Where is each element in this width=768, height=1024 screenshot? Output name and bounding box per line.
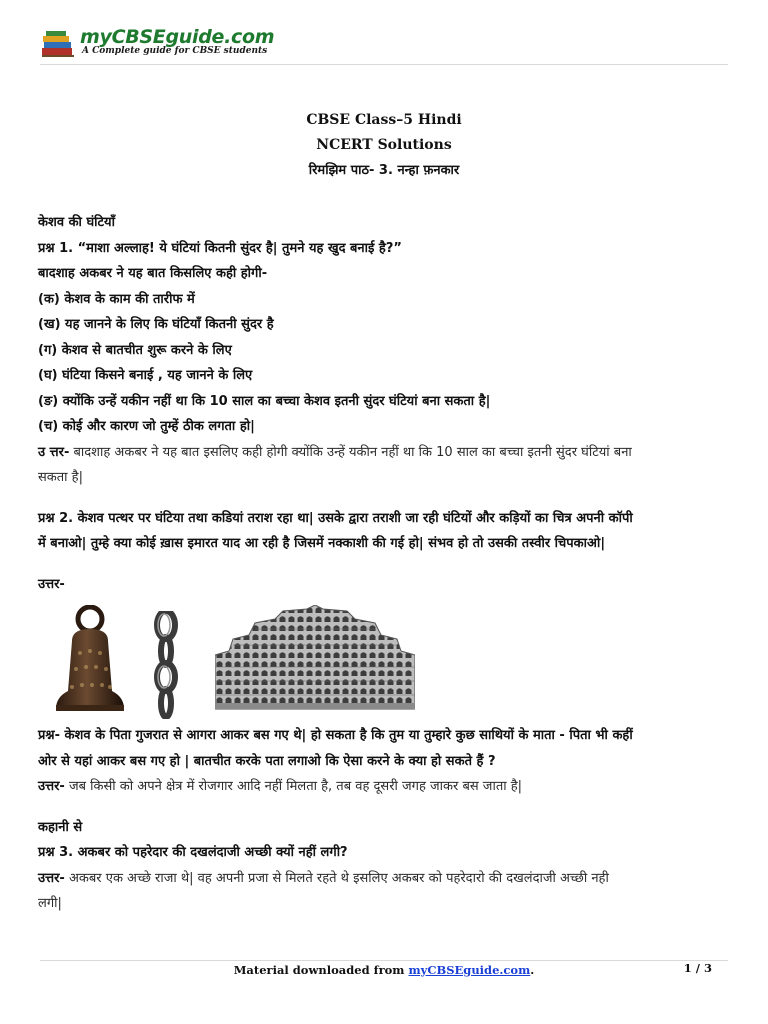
answer-label: उ त्तर- (38, 444, 70, 460)
bell-image (50, 605, 130, 719)
question-3a: प्रश्न- केशव के पिता गुजरात से आगरा आकर बस गए थे| हो सकता है कि तुम या तुम्हारे कुछ साथियों के माता - पिता भी कहीं (38, 728, 633, 743)
title-class: CBSE Class–5 Hindi (306, 112, 462, 128)
answer-1 (38, 440, 730, 466)
footer-divider (40, 960, 728, 961)
footer-link[interactable]: myCBSEguide.com (408, 963, 531, 977)
answer-3-cont: लगी| (38, 896, 62, 911)
logo-tagline: A Complete guide for CBSE students (82, 46, 268, 56)
title-subject: NCERT Solutions (316, 137, 452, 153)
option-kha: (ख) यह जानने के लिए कि घंटियाँ कितनी सुंदर है (38, 317, 274, 332)
question-3: प्रश्न 3. अकबर को पहरेदार की दखलंदाजी अच्छी क्यों नहीं लगी? (38, 845, 348, 860)
document-titles (0, 108, 768, 183)
answer-3a (38, 774, 730, 800)
chain-image (146, 611, 186, 719)
answer-text: जब किसी को अपने क्षेत्र में रोजगार आदि नहीं मिलता है, तब वह दूसरी जगह जाकर बस जाता है| (64, 779, 523, 794)
books-logo-icon (40, 30, 76, 58)
option-ga: (ग) केशव से बातचीत शुरू करने के लिए (38, 342, 232, 358)
hawa-mahal-image (215, 605, 415, 711)
section-heading: कहानी से (38, 819, 83, 835)
question-2: प्रश्न 2. केशव पत्थर पर घंटिया तथा कडियां तराश रहा था| उसके द्वारा तराशी जा रही घंटियों और कड़ियों का चित्र अपनी कॉपी (38, 510, 633, 526)
option-gha: (घ) घंटिया किसने बनाई , यह जानने के लिए (38, 368, 253, 383)
answer-2-label: उत्तर- (38, 576, 65, 592)
answer-label: उत्तर- (38, 779, 65, 794)
title-chapter: रिमझिम पाठ- 3. नन्हा फ़नकार (308, 163, 460, 178)
document-body (38, 210, 730, 917)
question-1: प्रश्न 1. “माशा अल्लाह! ये घंटियां कितनी सुंदर है| तुमने यह खुद बनाई है?” (38, 240, 402, 256)
option-cha: (च) कोई और कारण जो तुम्हें ठीक लगता हो| (38, 419, 255, 434)
answer-label: उत्तर- (38, 870, 65, 886)
footer-note (0, 963, 768, 977)
answer-1-cont: सकता है| (38, 470, 83, 485)
logo-wordmark (80, 26, 274, 48)
answer-3 (38, 866, 730, 892)
footer-suffix: . (530, 963, 535, 977)
answer-2-images (38, 601, 730, 723)
logo-my: my (80, 26, 112, 48)
site-logo[interactable] (40, 26, 275, 60)
question-2-cont: में बनाओ| तुम्हे क्या कोई ख़ास इमारत याद आ रही है जिसमें नक्काशी की गई हो| संभव हो तो उसकी तस्वीर चिपकाओ| (38, 536, 606, 551)
question-3a-cont: ओर से यहां आकर बस गए हो | बातचीत करके पता लगाओ कि ऐसा करने के क्या हो सकते हैं ? (38, 753, 496, 769)
section-heading: केशव की घंटियाँ (38, 215, 115, 230)
answer-text: बादशाह अकबर ने यह बात इसलिए कही होगी क्योंकि उन्हें यकीन नहीं था कि 10 साल का बच्चा इतनी सुंदर घंटियां बना (69, 444, 632, 460)
page-number: 1 / 3 (683, 961, 712, 975)
question-1-sub: बादशाह अकबर ने यह बात किसलिए कही होगी- (38, 266, 268, 281)
footer-prefix: Material downloaded from (233, 963, 409, 977)
option-ka: (क) केशव के काम की तारीफ में (38, 291, 195, 307)
logo-guide: guide.com (165, 26, 275, 48)
logo-cbse: CBSE (111, 26, 166, 48)
header-divider (40, 64, 728, 65)
option-nga: (ङ) क्योंकि उन्हें यकीन नहीं था कि 10 साल का बच्चा केशव इतनी सुंदर घंटियां बना सकता है| (38, 393, 491, 409)
answer-text: अकबर एक अच्छे राजा थे| वह अपनी प्रजा से मिलते रहते थे इसलिए अकबर को पहरेदारो की दखलंदाजी अच्छी नही (64, 870, 609, 886)
